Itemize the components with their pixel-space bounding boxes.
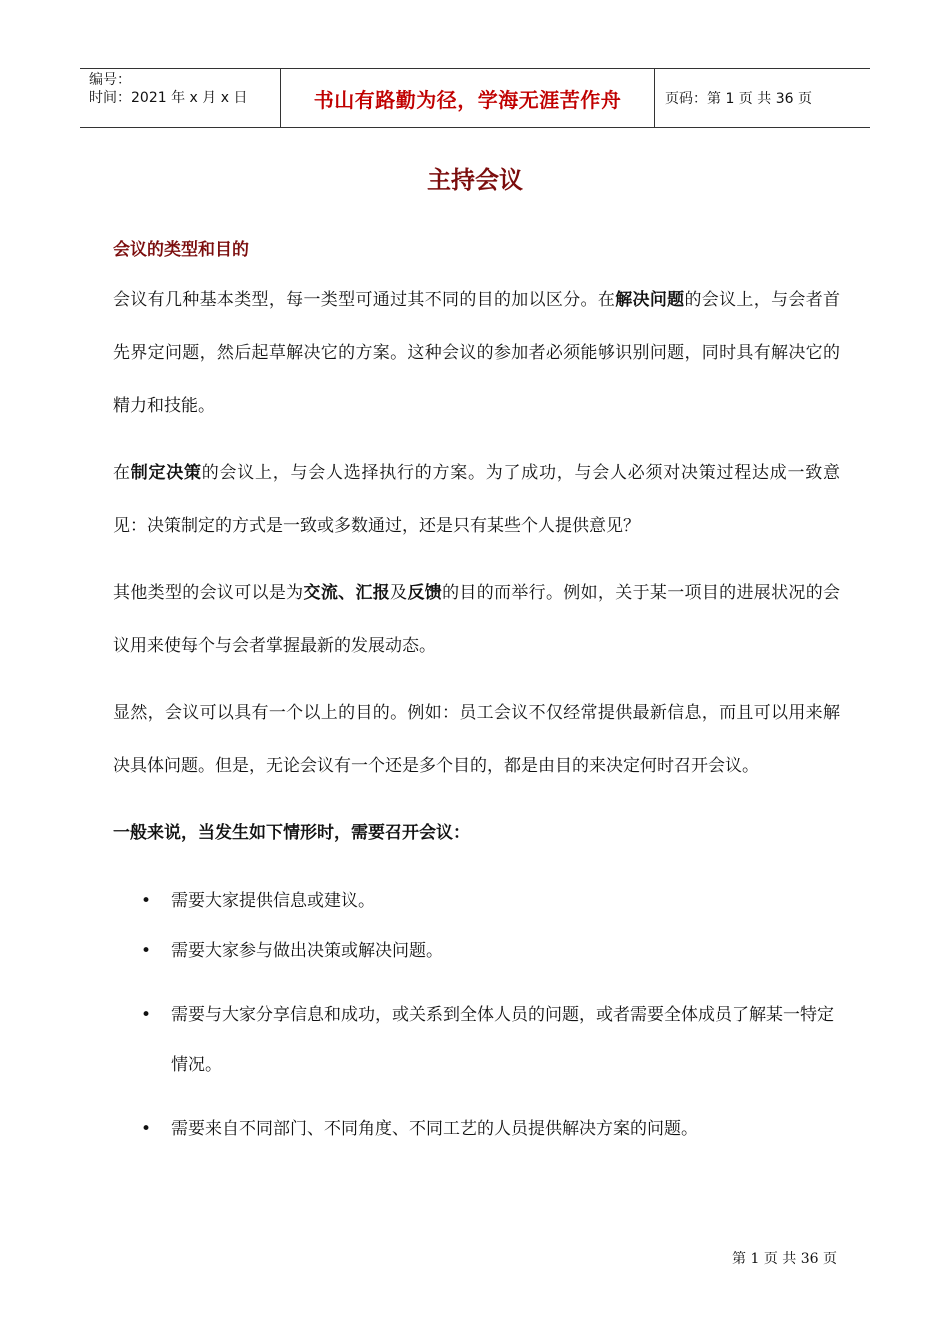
list-item	[113, 1104, 840, 1154]
bullet-icon: •	[141, 891, 152, 911]
paragraph-text: 在	[113, 463, 131, 483]
header-motto: 书山有路勤为径，学海无涯苦作舟	[281, 69, 655, 127]
bullet-icon: •	[141, 1119, 152, 1139]
list-item-text: 需要大家提供信息或建议。	[171, 891, 375, 911]
lead-sentence: 一般来说，当发生如下情形时，需要召开会议：	[113, 823, 470, 843]
keyword-decision-making: 制定决策	[130, 463, 202, 483]
list-item-text: 需要与大家分享信息和成功，或关系到全体人员的问题，或者需要全体成员了解某一特定情况。	[171, 1005, 834, 1075]
paragraph-2	[113, 447, 840, 553]
keyword-communication: 交流	[303, 583, 339, 603]
keyword-separator: 、	[338, 583, 356, 603]
header-page-info: 页码：第 1 页 共 36 页	[665, 91, 812, 107]
paragraph-text: 的会议上，与会者首先界定问题，然后起草解决它的方案。这种会议的参加者必须能够识别问题，同时具有解决它的精力和技能。	[113, 290, 841, 416]
keyword-problem-solving: 解决问题	[615, 290, 685, 310]
list-item-text: 需要大家参与做出决策或解决问题。	[171, 941, 443, 961]
document-body	[113, 228, 840, 1154]
header-meta	[80, 69, 281, 127]
paragraph-text: 会议有几种基本类型，每一类型可通过其不同的目的加以区分。在	[113, 290, 616, 310]
keyword-report: 汇报	[355, 583, 391, 603]
list-item	[113, 990, 840, 1090]
section-title: 会议的类型和目的	[113, 240, 249, 260]
list-item	[113, 926, 840, 976]
keyword-separator: 及	[390, 583, 408, 603]
time-label: 时间：2021 年 x 月 x 日	[89, 90, 248, 106]
bullet-icon: •	[141, 941, 152, 961]
list-item-text: 需要来自不同部门、不同角度、不同工艺的人员提供解决方案的问题。	[171, 1119, 698, 1139]
document-title: 主持会议	[427, 166, 523, 194]
page-footer: 第 1 页 共 36 页	[732, 1251, 837, 1267]
paragraph-3	[113, 567, 840, 673]
paragraph-text: 的目的而举行。例如，关于某一项目的进展状况的会议用来使每个与会者掌握最新的发展动态。	[113, 583, 841, 656]
paragraph-text: 的会议上，与会人选择执行的方案。为了成功，与会人必须对决策过程达成一致意见：决策制定的方式是一致或多数通过，还是只有某些个人提供意见？	[113, 463, 840, 536]
document-header	[80, 68, 870, 128]
paragraph-1	[113, 274, 840, 433]
list-item	[113, 876, 840, 926]
keyword-feedback: 反馈	[407, 583, 443, 603]
bullet-list	[113, 876, 840, 1154]
paragraph-4: 显然，会议可以具有一个以上的目的。例如：员工会议不仅经常提供最新信息，而且可以用来解决具体问题。但是，无论会议有一个还是多个目的，都是由目的来决定何时召开会议。	[113, 703, 840, 776]
paragraph-text: 其他类型的会议可以是为	[113, 583, 304, 603]
serial-label: 编号：	[89, 72, 131, 88]
bullet-icon: •	[141, 1005, 152, 1025]
